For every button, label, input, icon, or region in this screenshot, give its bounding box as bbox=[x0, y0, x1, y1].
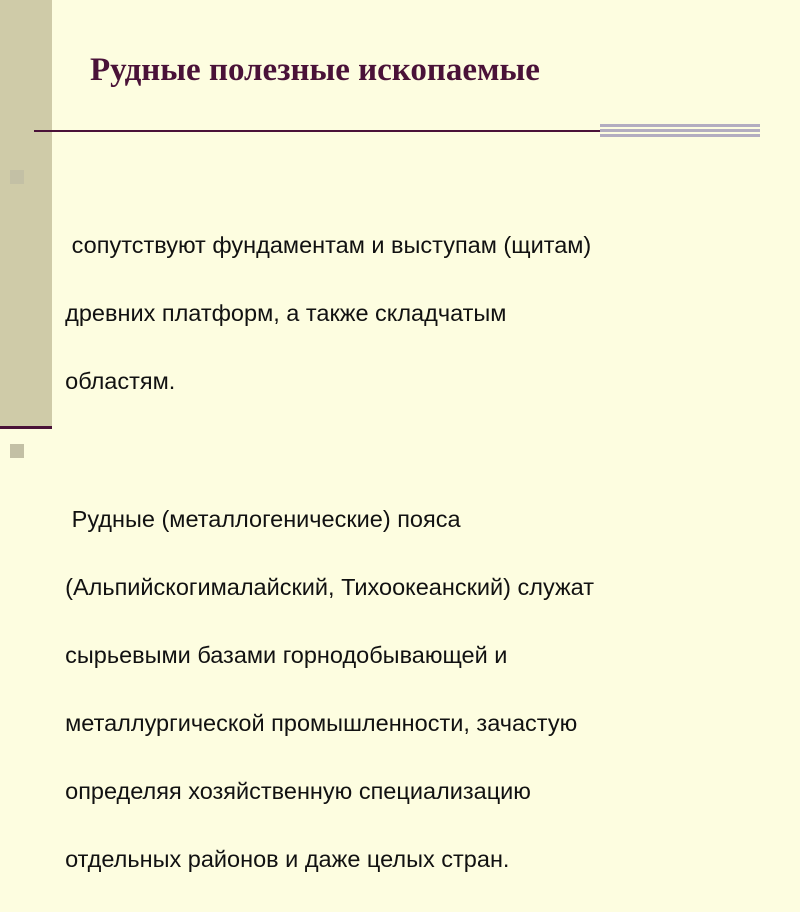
bullet-line: определяя хозяйственную специализацию bbox=[65, 778, 531, 804]
bullet-line: сопутствуют фундаментам и выступам (щитам) bbox=[65, 232, 592, 258]
bullet-line: древних платформ, а также складчатым bbox=[65, 300, 507, 326]
bullet-line: отдельных районов и даже целых стран. bbox=[65, 846, 510, 872]
bullet-item bbox=[10, 160, 750, 432]
bullet-line: областям. bbox=[65, 368, 176, 394]
bullet-line: (Альпийскогималайский, Тихоокеанский) служат bbox=[65, 574, 594, 600]
bullet-line: сырьевыми базами горнодобывающей и bbox=[65, 642, 508, 668]
bullet-item bbox=[10, 434, 750, 910]
bullet-line: металлургической промышленности, зачастую bbox=[65, 710, 578, 736]
title-underline bbox=[34, 130, 600, 132]
slide-title: Рудные полезные ископаемые bbox=[90, 52, 540, 88]
square-bullet-icon bbox=[10, 170, 24, 184]
square-bullet-icon bbox=[10, 444, 24, 458]
title-stripes-decoration bbox=[600, 124, 760, 138]
bullet-list bbox=[10, 160, 750, 912]
bullet-line: Рудные (металлогенические) пояса bbox=[65, 506, 461, 532]
